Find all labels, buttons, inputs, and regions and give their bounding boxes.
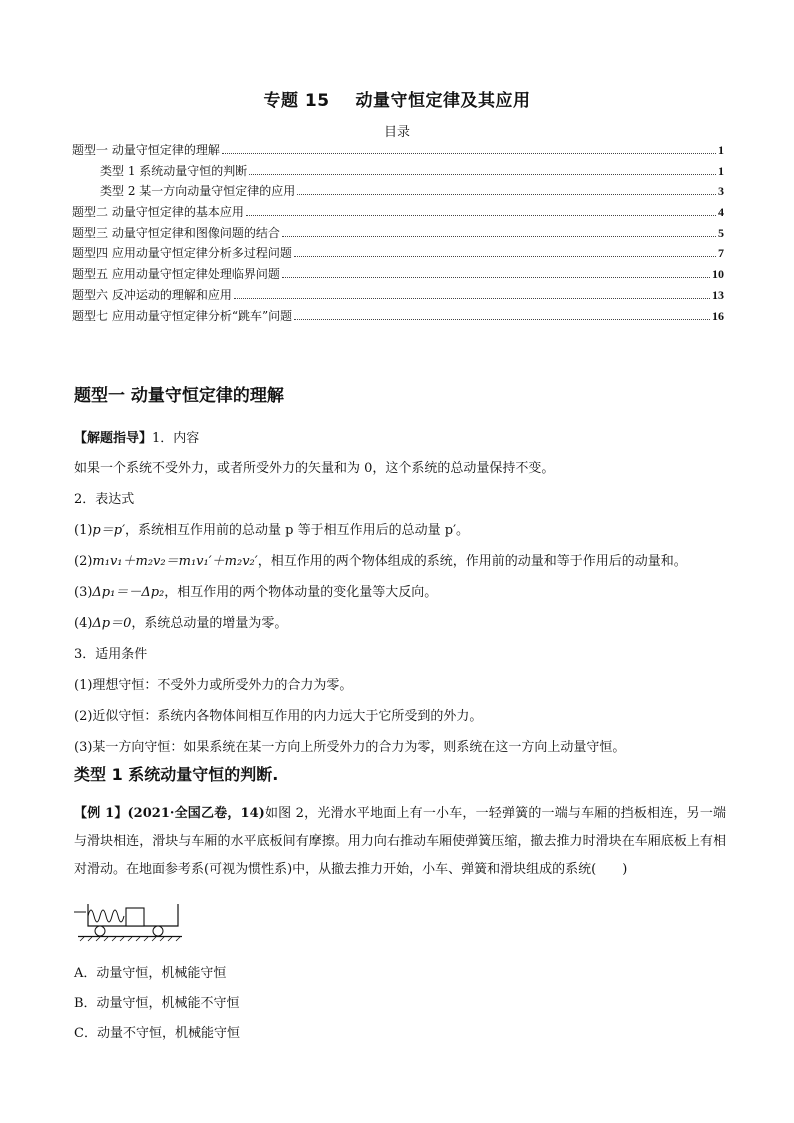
expression-1-formula: p＝p′ — [92, 523, 126, 538]
option-c: C．动量不守恒，机械能守恒 — [74, 1026, 240, 1041]
toc-leader-dots — [246, 214, 716, 216]
expression-3 — [74, 581, 437, 600]
ground-hatching — [80, 937, 180, 941]
toc-leader-dots — [294, 255, 716, 257]
toc-entry[interactable] — [72, 286, 724, 307]
toc-entry-page: 16 — [712, 308, 724, 323]
toc-entry-page: 1 — [718, 143, 724, 157]
toc-entry[interactable] — [72, 203, 724, 224]
toc-entry-page: 1 — [718, 163, 724, 178]
guide-label: 【解题指导】 — [74, 431, 153, 446]
document-title — [0, 86, 794, 111]
toc-leader-dots — [282, 235, 716, 237]
toc-entry[interactable] — [72, 182, 724, 203]
toc-leader-dots — [234, 297, 710, 299]
toc-entry-page: 7 — [718, 246, 724, 261]
toc-entry-label: 类型 1 系统动量守恒的判断 — [100, 163, 248, 178]
section-heading: 题型一 动量守恒定律的理解 — [74, 386, 284, 406]
toc-entry-label: 题型三 动量守恒定律和图像问题的结合 — [72, 225, 280, 240]
title-topic-name: 动量守恒定律及其应用 — [355, 91, 531, 111]
toc-entry[interactable] — [72, 162, 724, 183]
toc-entry[interactable] — [72, 224, 724, 245]
option-a: A．动量守恒，机械能守恒 — [74, 966, 227, 981]
toc-entry-label: 类型 2 某一方向动量守恒定律的应用 — [100, 184, 296, 199]
toc-entry-label: 题型四 应用动量守恒定律分析多过程问题 — [72, 246, 292, 261]
toc-leader-dots — [297, 193, 716, 195]
spring — [88, 910, 124, 922]
expression-4-text: ，系统总动量的增量为零。 — [131, 616, 288, 631]
toc-entry[interactable] — [72, 141, 724, 162]
type-1-heading: 类型 1 系统动量守恒的判断. — [74, 765, 279, 784]
table-of-contents — [72, 141, 724, 327]
toc-heading: 目录 — [383, 125, 410, 140]
toc-leader-dots — [282, 276, 710, 278]
guide-content-heading: 1．内容 — [152, 431, 200, 446]
expression-3-formula: Δp₁＝－Δp₂ — [92, 585, 165, 600]
expression-2-text: ，相互作用的两个物体组成的系统，作用前的动量和等于作用后的动量和。 — [257, 554, 687, 569]
expression-4-formula: Δp＝0 — [92, 616, 132, 631]
expression-3-index: (3) — [74, 585, 93, 600]
toc-entry[interactable] — [72, 244, 724, 265]
example-1-body: 如图 2，光滑水平地面上有一小车，一轻弹簧的一端与车厢的挡板相连，另一端与滑块相连，滑块与车厢的水平底板间有摩擦。用力向右推动车厢使弹簧压缩，撤去推力时滑块在车厢底板上有相对滑动。在地面参考系(可视为惯性系)中，从撤去推力开始，小车、弹簧和滑块组成的系统( ) — [74, 806, 727, 877]
expression-1-text: ，系统相互作用前的总动量 p 等于相互作用后的总动量 p′。 — [125, 523, 470, 538]
left-wheel — [95, 926, 105, 936]
toc-entry-page: 10 — [712, 267, 724, 282]
condition-1: (1)理想守恒：不受外力或所受外力的合力为零。 — [74, 678, 353, 693]
expression-1-index: (1) — [74, 523, 93, 538]
toc-entry-page: 5 — [718, 225, 724, 240]
expression-heading: 2．表达式 — [74, 492, 135, 507]
example-1-text — [74, 800, 726, 884]
toc-entry-label: 题型一 动量守恒定律的理解 — [72, 143, 220, 157]
example-1-label: 【例 1】 — [74, 806, 128, 821]
condition-2: (2)近似守恒：系统内各物体间相互作用的内力远大于它所受到的外力。 — [74, 709, 483, 724]
expression-2 — [74, 550, 687, 569]
option-b: B．动量守恒，机械能不守恒 — [74, 996, 240, 1011]
expression-3-text: ，相互作用的两个物体动量的变化量等大反向。 — [164, 585, 438, 600]
slider-block — [126, 908, 144, 926]
toc-entry-label: 题型七 应用动量守恒定律分析“跳车”问题 — [72, 308, 293, 323]
example-1-source: (2021·全国乙卷，14) — [127, 806, 265, 821]
toc-entry[interactable] — [72, 307, 724, 328]
expression-4 — [74, 612, 287, 631]
expression-2-formula: m₁v₁＋m₂v₂＝m₁v₁′＋m₂v₂′ — [92, 554, 258, 569]
expression-2-index: (2) — [74, 554, 93, 569]
title-topic-number: 专题 15 — [263, 91, 330, 111]
conditions-heading: 3．适用条件 — [74, 647, 148, 662]
expression-4-index: (4) — [74, 616, 93, 631]
toc-entry-page: 13 — [712, 287, 724, 302]
toc-entry-page: 3 — [718, 184, 724, 199]
toc-entry-label: 题型二 动量守恒定律的基本应用 — [72, 205, 244, 220]
toc-entry-page: 4 — [718, 205, 724, 220]
toc-entry[interactable] — [72, 265, 724, 286]
cart-spring-figure — [74, 902, 186, 942]
right-wheel — [153, 926, 163, 936]
toc-leader-dots — [249, 173, 716, 175]
guide-line — [74, 427, 199, 446]
toc-leader-dots — [222, 152, 716, 154]
condition-3: (3)某一方向守恒：如果系统在某一方向上所受外力的合力为零，则系统在这一方向上动量守恒。 — [74, 740, 626, 755]
toc-leader-dots — [294, 318, 710, 320]
toc-entry-label: 题型六 反冲运动的理解和应用 — [72, 287, 232, 302]
expression-1 — [74, 519, 469, 538]
toc-entry-label: 题型五 应用动量守恒定律处理临界问题 — [72, 267, 280, 282]
content-text: 如果一个系统不受外力，或者所受外力的矢量和为 0，这个系统的总动量保持不变。 — [74, 461, 555, 476]
